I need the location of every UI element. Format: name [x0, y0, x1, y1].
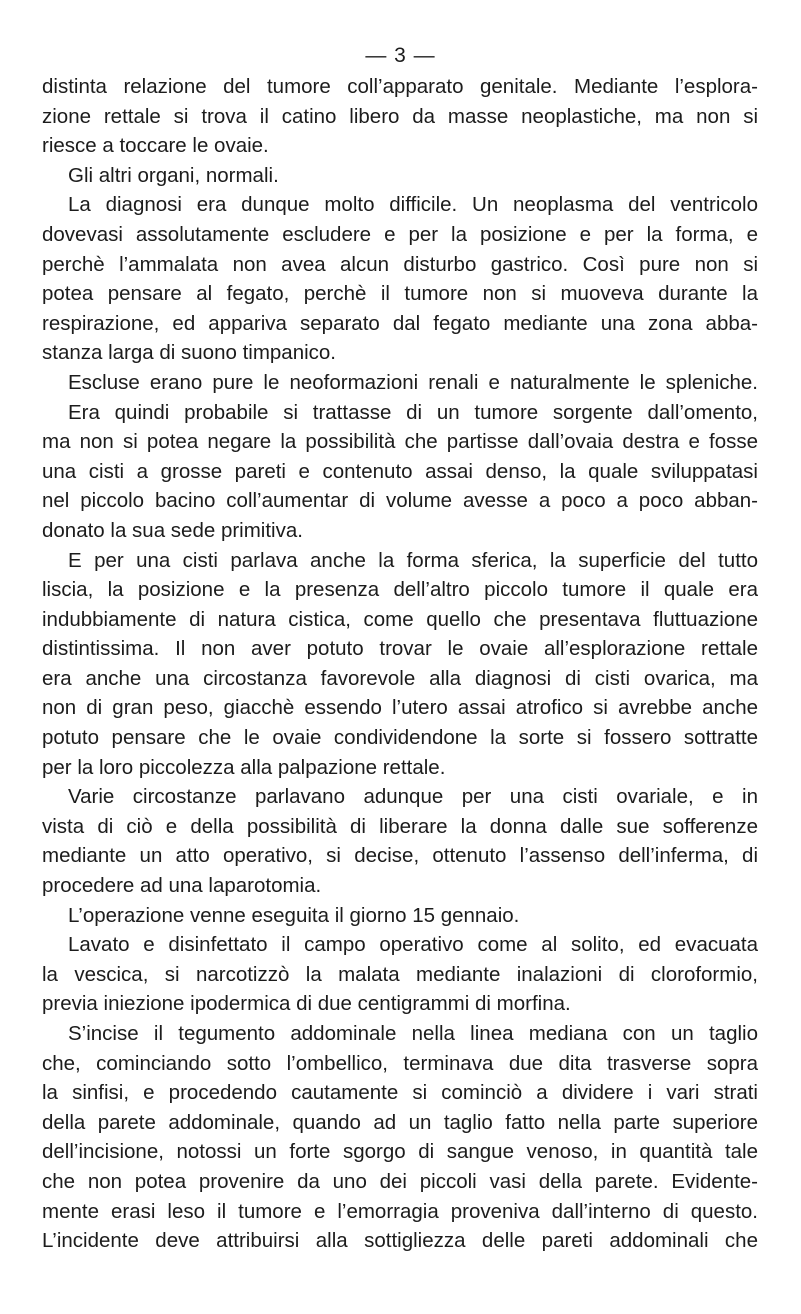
text-line: della parete addominale, quando ad un taglio fatto nella parte superiore [42, 1110, 758, 1134]
text-line: distintissima. Il non aver potuto trovar le ovaie all’esplorazione rettale [42, 637, 758, 661]
text-line: donato la sua sede primitiva. [42, 518, 303, 542]
text-line: Gli altri organi, normali. [68, 163, 279, 187]
text-line: mente erasi leso il tumore e l’emorragia proveniva dall’interno di questo. [42, 1199, 758, 1223]
text-line: Escluse erano pure le neoformazioni renali e naturalmente le spleniche. [68, 370, 758, 394]
text-line: vista di ciò e della possibilità di liberare la donna dalle sue sofferenze [42, 814, 758, 838]
text-line: Varie circostanze parlavano adunque per una cisti ovariale, e in [68, 785, 758, 809]
text-line: previa iniezione ipodermica di due centigrammi di morfina. [42, 992, 571, 1016]
text-line: dell’incisione, notossi un forte sgorgo di sangue venoso, in quantità tale [42, 1140, 758, 1164]
text-line: era anche una circostanza favorevole alla diagnosi di cisti ovarica, ma [42, 666, 758, 690]
text-line: dovevasi assolutamente escludere e per la posizione e per la forma, e [42, 222, 758, 246]
text-line: Lavato e disinfettato il campo operativo come al solito, ed evacuata [68, 933, 758, 957]
text-line: indubbiamente di natura cistica, come quello che presentava fluttuazione [42, 607, 758, 631]
text-line: che non potea provenire da uno dei piccoli vasi della parete. Evidente- [42, 1169, 758, 1193]
text-line: per la loro piccolezza alla palpazione rettale. [42, 755, 446, 779]
text-line: L’operazione venne eseguita il giorno 15 gennaio. [68, 903, 520, 927]
text-line: perchè l’ammalata non avea alcun disturbo gastrico. Così pure non si [42, 252, 758, 276]
text-line: la sinfisi, e procedendo cautamente si cominciò a dividere i vari strati [42, 1081, 758, 1105]
text-line: respirazione, ed appariva separato dal fegato mediante una zona abba- [42, 311, 758, 335]
text-line: Era quindi probabile si trattasse di un tumore sorgente dall’omento, [68, 400, 758, 424]
text-line: una cisti a grosse pareti e contenuto assai denso, la quale sviluppatasi [42, 459, 758, 483]
text-line: che, cominciando sotto l’ombellico, terminava due dita trasverse sopra [42, 1051, 758, 1075]
text-line: mediante un atto operativo, si decise, ottenuto l’assenso dell’inferma, di [42, 844, 758, 868]
text-line: procedere ad una laparotomia. [42, 874, 322, 898]
text-line: zione rettale si trova il catino libero da masse neoplastiche, ma non si [42, 104, 758, 128]
text-line: distinta relazione del tumore coll’apparato genitale. Mediante l’esplora- [42, 75, 758, 98]
text-line: liscia, la posizione e la presenza dell’altro piccolo tumore il quale era [42, 578, 758, 602]
text-line: stanza larga di suono timpanico. [42, 341, 337, 365]
text-line: potea pensare al fegato, perchè il tumore non si muoveva durante la [42, 282, 758, 306]
text-line: potuto pensare che le ovaie condividendone la sorte si fossero sottratte [42, 726, 758, 750]
text-line: L’incidente deve attribuirsi alla sottigliezza delle pareti addominali che [42, 1229, 758, 1253]
text-line: La diagnosi era dunque molto difficile. Un neoplasma del ventricolo [68, 193, 758, 217]
page-number: — 3 — [365, 44, 436, 67]
text-line: E per una cisti parlava anche la forma sferica, la superficie del tutto [68, 548, 758, 572]
text-line: riesce a toccare le ovaie. [42, 134, 269, 158]
text-line: la vescica, si narcotizzò la malata mediante inalazioni di cloroformio, [42, 962, 758, 986]
body-text [42, 72, 758, 1256]
text-line: ma non si potea negare la possibilità che partisse dall’ovaia destra e fosse [42, 430, 758, 454]
text-line: nel piccolo bacino coll’aumentar di volume avesse a poco a poco abban- [42, 489, 758, 513]
text-line: S’incise il tegumento addominale nella linea mediana con un taglio [68, 1022, 758, 1045]
text-line: non di gran peso, giacchè essendo l’utero assai atrofico si avrebbe anche [42, 696, 758, 720]
